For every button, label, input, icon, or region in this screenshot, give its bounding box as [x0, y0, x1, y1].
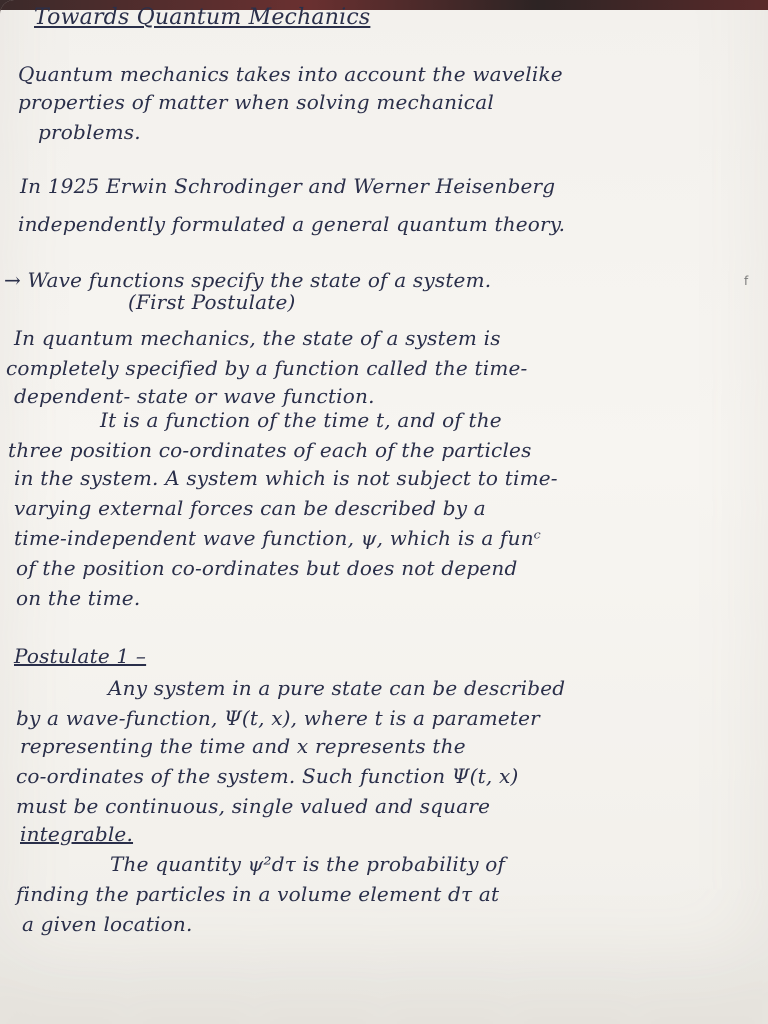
text-line: time-independent wave function, ψ, which is a funᶜ — [14, 526, 542, 550]
text-line: It is a function of the time t, and of the — [100, 408, 502, 432]
text-line: by a wave-function, Ψ(t, x), where t is a parameter — [16, 706, 540, 730]
text-line: In quantum mechanics, the state of a system is — [14, 326, 501, 350]
page-title: Towards Quantum Mechanics — [34, 5, 371, 30]
text-line: must be continuous, single valued and square — [16, 794, 491, 818]
text-line: integrable. — [20, 822, 134, 846]
text-line: of the position co-ordinates but does not depend — [16, 556, 518, 580]
text-line: a given location. — [22, 912, 193, 936]
text-line: Any system in a pure state can be described — [108, 676, 566, 700]
text-line: on the time. — [16, 586, 141, 610]
text-line: in the system. A system which is not subject to time- — [14, 466, 558, 490]
section-heading: Postulate 1 – — [14, 644, 147, 668]
text-line: Quantum mechanics takes into account the wavelike — [18, 62, 563, 86]
text-line: properties of matter when solving mechanical — [18, 90, 494, 114]
text-line: three position co-ordinates of each of the particles — [8, 438, 532, 462]
text-line: (First Postulate) — [128, 290, 296, 314]
text-line: → Wave functions specify the state of a system. — [4, 268, 492, 292]
text-line: completely specified by a function called the time- — [6, 356, 528, 380]
margin-mark: f — [744, 274, 749, 288]
text-line: finding the particles in a volume element dτ at — [16, 882, 500, 906]
text-line: representing the time and x represents the — [20, 734, 466, 758]
text-line: problems. — [38, 120, 141, 144]
text-line: co-ordinates of the system. Such function Ψ(t, x) — [16, 764, 519, 788]
text-line: The quantity ψ²dτ is the probability of — [110, 852, 506, 876]
text-line: dependent- state or wave function. — [14, 384, 375, 408]
text-line: independently formulated a general quantum theory. — [18, 212, 566, 236]
text-line: varying external forces can be described by a — [14, 496, 486, 520]
text-line: In 1925 Erwin Schrodinger and Werner Heisenberg — [20, 174, 556, 198]
